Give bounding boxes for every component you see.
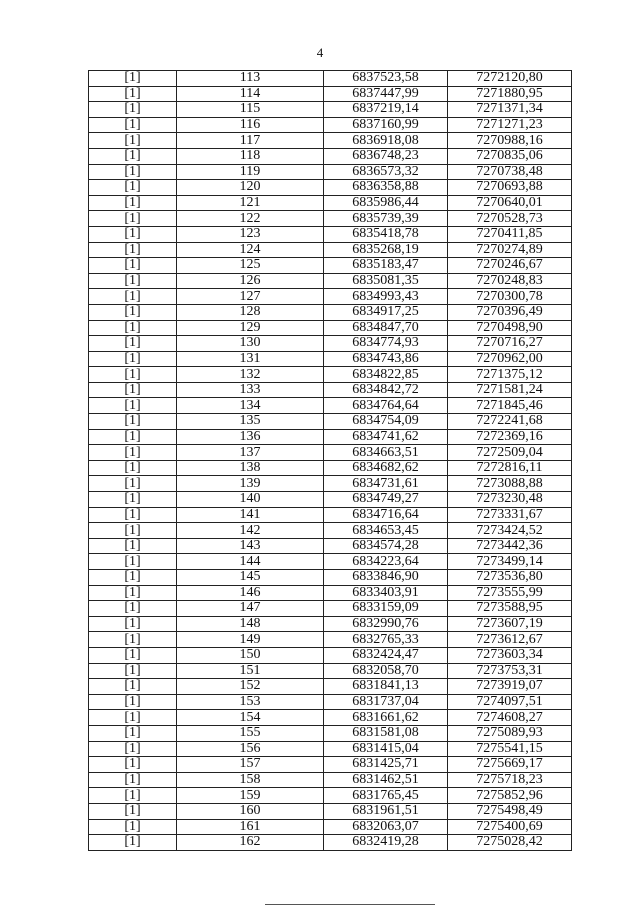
x-coordinate-cell: 6831462,51	[324, 772, 448, 788]
y-coordinate-cell: 7273331,67	[448, 507, 572, 523]
source-ref-cell: [1]	[89, 211, 177, 227]
source-ref-cell: [1]	[89, 382, 177, 398]
table-row	[89, 133, 572, 149]
y-coordinate-cell: 7270498,90	[448, 320, 572, 336]
y-coordinate-cell: 7275669,17	[448, 757, 572, 773]
point-number-cell: 136	[177, 429, 324, 445]
source-ref-cell: [1]	[89, 601, 177, 617]
x-coordinate-cell: 6834822,85	[324, 367, 448, 383]
table-row	[89, 570, 572, 586]
y-coordinate-cell: 7271880,95	[448, 86, 572, 102]
x-coordinate-cell: 6834749,27	[324, 492, 448, 508]
source-ref-cell: [1]	[89, 803, 177, 819]
point-number-cell: 145	[177, 570, 324, 586]
point-number-cell: 130	[177, 336, 324, 352]
table-row	[89, 273, 572, 289]
point-number-cell: 153	[177, 694, 324, 710]
point-number-cell: 118	[177, 148, 324, 164]
x-coordinate-cell: 6833846,90	[324, 570, 448, 586]
source-ref-cell: [1]	[89, 819, 177, 835]
table-row	[89, 616, 572, 632]
y-coordinate-cell: 7270411,85	[448, 226, 572, 242]
table-row	[89, 803, 572, 819]
point-number-cell: 147	[177, 601, 324, 617]
table-row	[89, 336, 572, 352]
point-number-cell: 115	[177, 102, 324, 118]
y-coordinate-cell: 7270528,73	[448, 211, 572, 227]
point-number-cell: 139	[177, 476, 324, 492]
x-coordinate-cell: 6831765,45	[324, 788, 448, 804]
table-row	[89, 710, 572, 726]
source-ref-cell: [1]	[89, 460, 177, 476]
point-number-cell: 124	[177, 242, 324, 258]
source-ref-cell: [1]	[89, 523, 177, 539]
source-ref-cell: [1]	[89, 835, 177, 851]
x-coordinate-cell: 6834682,62	[324, 460, 448, 476]
point-number-cell: 114	[177, 86, 324, 102]
x-coordinate-cell: 6833159,09	[324, 601, 448, 617]
y-coordinate-cell: 7275400,69	[448, 819, 572, 835]
y-coordinate-cell: 7271271,23	[448, 117, 572, 133]
y-coordinate-cell: 7275089,93	[448, 725, 572, 741]
x-coordinate-cell: 6831415,04	[324, 741, 448, 757]
point-number-cell: 151	[177, 663, 324, 679]
y-coordinate-cell: 7273424,52	[448, 523, 572, 539]
x-coordinate-cell: 6834653,45	[324, 523, 448, 539]
x-coordinate-cell: 6834754,09	[324, 414, 448, 430]
y-coordinate-cell: 7271845,46	[448, 398, 572, 414]
y-coordinate-cell: 7273588,95	[448, 601, 572, 617]
source-ref-cell: [1]	[89, 86, 177, 102]
point-number-cell: 157	[177, 757, 324, 773]
point-number-cell: 155	[177, 725, 324, 741]
source-ref-cell: [1]	[89, 148, 177, 164]
coordinates-table-body	[89, 71, 572, 851]
table-row	[89, 102, 572, 118]
y-coordinate-cell: 7270274,89	[448, 242, 572, 258]
y-coordinate-cell: 7273603,34	[448, 647, 572, 663]
table-row	[89, 492, 572, 508]
coordinates-table	[88, 70, 572, 851]
source-ref-cell: [1]	[89, 445, 177, 461]
y-coordinate-cell: 7270835,06	[448, 148, 572, 164]
y-coordinate-cell: 7273088,88	[448, 476, 572, 492]
table-row	[89, 757, 572, 773]
table-row	[89, 71, 572, 87]
point-number-cell: 159	[177, 788, 324, 804]
point-number-cell: 128	[177, 304, 324, 320]
point-number-cell: 146	[177, 585, 324, 601]
point-number-cell: 121	[177, 195, 324, 211]
source-ref-cell: [1]	[89, 273, 177, 289]
y-coordinate-cell: 7270693,88	[448, 180, 572, 196]
y-coordinate-cell: 7270716,27	[448, 336, 572, 352]
y-coordinate-cell: 7270962,00	[448, 351, 572, 367]
source-ref-cell: [1]	[89, 694, 177, 710]
point-number-cell: 140	[177, 492, 324, 508]
source-ref-cell: [1]	[89, 351, 177, 367]
y-coordinate-cell: 7273607,19	[448, 616, 572, 632]
point-number-cell: 152	[177, 679, 324, 695]
source-ref-cell: [1]	[89, 679, 177, 695]
x-coordinate-cell: 6837160,99	[324, 117, 448, 133]
y-coordinate-cell: 7270396,49	[448, 304, 572, 320]
point-number-cell: 122	[177, 211, 324, 227]
source-ref-cell: [1]	[89, 741, 177, 757]
table-row	[89, 429, 572, 445]
point-number-cell: 123	[177, 226, 324, 242]
x-coordinate-cell: 6834993,43	[324, 289, 448, 305]
y-coordinate-cell: 7275028,42	[448, 835, 572, 851]
table-row	[89, 476, 572, 492]
x-coordinate-cell: 6834663,51	[324, 445, 448, 461]
x-coordinate-cell: 6834743,86	[324, 351, 448, 367]
y-coordinate-cell: 7273442,36	[448, 538, 572, 554]
y-coordinate-cell: 7270738,48	[448, 164, 572, 180]
x-coordinate-cell: 6831961,51	[324, 803, 448, 819]
source-ref-cell: [1]	[89, 616, 177, 632]
table-row	[89, 351, 572, 367]
table-row	[89, 242, 572, 258]
point-number-cell: 154	[177, 710, 324, 726]
y-coordinate-cell: 7273230,48	[448, 492, 572, 508]
table-row	[89, 788, 572, 804]
source-ref-cell: [1]	[89, 507, 177, 523]
y-coordinate-cell: 7273555,99	[448, 585, 572, 601]
point-number-cell: 162	[177, 835, 324, 851]
x-coordinate-cell: 6832424,47	[324, 647, 448, 663]
table-row	[89, 835, 572, 851]
x-coordinate-cell: 6836748,23	[324, 148, 448, 164]
y-coordinate-cell: 7273612,67	[448, 632, 572, 648]
point-number-cell: 127	[177, 289, 324, 305]
table-row	[89, 289, 572, 305]
x-coordinate-cell: 6835268,19	[324, 242, 448, 258]
point-number-cell: 131	[177, 351, 324, 367]
point-number-cell: 129	[177, 320, 324, 336]
table-row	[89, 694, 572, 710]
table-row	[89, 211, 572, 227]
x-coordinate-cell: 6831841,13	[324, 679, 448, 695]
x-coordinate-cell: 6832990,76	[324, 616, 448, 632]
x-coordinate-cell: 6837523,58	[324, 71, 448, 87]
y-coordinate-cell: 7272816,11	[448, 460, 572, 476]
point-number-cell: 126	[177, 273, 324, 289]
source-ref-cell: [1]	[89, 414, 177, 430]
x-coordinate-cell: 6834716,64	[324, 507, 448, 523]
table-row	[89, 647, 572, 663]
source-ref-cell: [1]	[89, 226, 177, 242]
point-number-cell: 119	[177, 164, 324, 180]
x-coordinate-cell: 6831425,71	[324, 757, 448, 773]
table-row	[89, 164, 572, 180]
x-coordinate-cell: 6835739,39	[324, 211, 448, 227]
source-ref-cell: [1]	[89, 476, 177, 492]
point-number-cell: 149	[177, 632, 324, 648]
table-row	[89, 445, 572, 461]
table-row	[89, 367, 572, 383]
table-row	[89, 414, 572, 430]
y-coordinate-cell: 7272120,80	[448, 71, 572, 87]
y-coordinate-cell: 7273499,14	[448, 554, 572, 570]
y-coordinate-cell: 7273753,31	[448, 663, 572, 679]
table-row	[89, 601, 572, 617]
point-number-cell: 133	[177, 382, 324, 398]
table-row	[89, 585, 572, 601]
table-row	[89, 538, 572, 554]
x-coordinate-cell: 6834847,70	[324, 320, 448, 336]
source-ref-cell: [1]	[89, 647, 177, 663]
source-ref-cell: [1]	[89, 117, 177, 133]
source-ref-cell: [1]	[89, 195, 177, 211]
x-coordinate-cell: 6837447,99	[324, 86, 448, 102]
x-coordinate-cell: 6834574,28	[324, 538, 448, 554]
source-ref-cell: [1]	[89, 102, 177, 118]
point-number-cell: 158	[177, 772, 324, 788]
point-number-cell: 142	[177, 523, 324, 539]
source-ref-cell: [1]	[89, 772, 177, 788]
source-ref-cell: [1]	[89, 632, 177, 648]
table-row	[89, 304, 572, 320]
source-ref-cell: [1]	[89, 367, 177, 383]
x-coordinate-cell: 6832058,70	[324, 663, 448, 679]
source-ref-cell: [1]	[89, 71, 177, 87]
table-row	[89, 523, 572, 539]
point-number-cell: 135	[177, 414, 324, 430]
point-number-cell: 150	[177, 647, 324, 663]
y-coordinate-cell: 7271581,24	[448, 382, 572, 398]
table-row	[89, 725, 572, 741]
y-coordinate-cell: 7270300,78	[448, 289, 572, 305]
source-ref-cell: [1]	[89, 258, 177, 274]
source-ref-cell: [1]	[89, 133, 177, 149]
x-coordinate-cell: 6835986,44	[324, 195, 448, 211]
table-row	[89, 320, 572, 336]
x-coordinate-cell: 6834731,61	[324, 476, 448, 492]
table-row	[89, 148, 572, 164]
y-coordinate-cell: 7274608,27	[448, 710, 572, 726]
table-row	[89, 507, 572, 523]
source-ref-cell: [1]	[89, 757, 177, 773]
y-coordinate-cell: 7270248,83	[448, 273, 572, 289]
point-number-cell: 161	[177, 819, 324, 835]
source-ref-cell: [1]	[89, 429, 177, 445]
y-coordinate-cell: 7275541,15	[448, 741, 572, 757]
point-number-cell: 117	[177, 133, 324, 149]
x-coordinate-cell: 6832063,07	[324, 819, 448, 835]
source-ref-cell: [1]	[89, 570, 177, 586]
point-number-cell: 137	[177, 445, 324, 461]
source-ref-cell: [1]	[89, 585, 177, 601]
source-ref-cell: [1]	[89, 710, 177, 726]
x-coordinate-cell: 6834223,64	[324, 554, 448, 570]
point-number-cell: 120	[177, 180, 324, 196]
page-number: 4	[316, 45, 324, 60]
source-ref-cell: [1]	[89, 725, 177, 741]
point-number-cell: 132	[177, 367, 324, 383]
x-coordinate-cell: 6835418,78	[324, 226, 448, 242]
table-row	[89, 679, 572, 695]
table-row	[89, 258, 572, 274]
table-row	[89, 398, 572, 414]
table-row	[89, 117, 572, 133]
source-ref-cell: [1]	[89, 304, 177, 320]
x-coordinate-cell: 6835081,35	[324, 273, 448, 289]
table-row	[89, 226, 572, 242]
source-ref-cell: [1]	[89, 289, 177, 305]
x-coordinate-cell: 6834842,72	[324, 382, 448, 398]
source-ref-cell: [1]	[89, 492, 177, 508]
point-number-cell: 156	[177, 741, 324, 757]
x-coordinate-cell: 6836918,08	[324, 133, 448, 149]
table-row	[89, 663, 572, 679]
y-coordinate-cell: 7275852,96	[448, 788, 572, 804]
table-row	[89, 180, 572, 196]
source-ref-cell: [1]	[89, 164, 177, 180]
table-row	[89, 772, 572, 788]
point-number-cell: 141	[177, 507, 324, 523]
y-coordinate-cell: 7272369,16	[448, 429, 572, 445]
point-number-cell: 148	[177, 616, 324, 632]
table-row	[89, 195, 572, 211]
x-coordinate-cell: 6834774,93	[324, 336, 448, 352]
point-number-cell: 116	[177, 117, 324, 133]
source-ref-cell: [1]	[89, 180, 177, 196]
source-ref-cell: [1]	[89, 554, 177, 570]
x-coordinate-cell: 6834917,25	[324, 304, 448, 320]
y-coordinate-cell: 7270246,67	[448, 258, 572, 274]
x-coordinate-cell: 6831737,04	[324, 694, 448, 710]
point-number-cell: 134	[177, 398, 324, 414]
table-row	[89, 741, 572, 757]
point-number-cell: 125	[177, 258, 324, 274]
table-row	[89, 382, 572, 398]
source-ref-cell: [1]	[89, 788, 177, 804]
y-coordinate-cell: 7271375,12	[448, 367, 572, 383]
point-number-cell: 143	[177, 538, 324, 554]
y-coordinate-cell: 7273919,07	[448, 679, 572, 695]
source-ref-cell: [1]	[89, 336, 177, 352]
x-coordinate-cell: 6831661,62	[324, 710, 448, 726]
y-coordinate-cell: 7270640,01	[448, 195, 572, 211]
x-coordinate-cell: 6834764,64	[324, 398, 448, 414]
x-coordinate-cell: 6832419,28	[324, 835, 448, 851]
source-ref-cell: [1]	[89, 663, 177, 679]
point-number-cell: 113	[177, 71, 324, 87]
table-row	[89, 632, 572, 648]
x-coordinate-cell: 6833403,91	[324, 585, 448, 601]
x-coordinate-cell: 6834741,62	[324, 429, 448, 445]
y-coordinate-cell: 7272241,68	[448, 414, 572, 430]
y-coordinate-cell: 7270988,16	[448, 133, 572, 149]
x-coordinate-cell: 6836573,32	[324, 164, 448, 180]
x-coordinate-cell: 6836358,88	[324, 180, 448, 196]
point-number-cell: 138	[177, 460, 324, 476]
table-row	[89, 819, 572, 835]
x-coordinate-cell: 6835183,47	[324, 258, 448, 274]
y-coordinate-cell: 7274097,51	[448, 694, 572, 710]
table-row	[89, 86, 572, 102]
table-row	[89, 554, 572, 570]
y-coordinate-cell: 7273536,80	[448, 570, 572, 586]
x-coordinate-cell: 6832765,33	[324, 632, 448, 648]
point-number-cell: 144	[177, 554, 324, 570]
source-ref-cell: [1]	[89, 242, 177, 258]
y-coordinate-cell: 7272509,04	[448, 445, 572, 461]
source-ref-cell: [1]	[89, 398, 177, 414]
source-ref-cell: [1]	[89, 320, 177, 336]
x-coordinate-cell: 6831581,08	[324, 725, 448, 741]
point-number-cell: 160	[177, 803, 324, 819]
y-coordinate-cell: 7275498,49	[448, 803, 572, 819]
table-row	[89, 460, 572, 476]
y-coordinate-cell: 7271371,34	[448, 102, 572, 118]
x-coordinate-cell: 6837219,14	[324, 102, 448, 118]
source-ref-cell: [1]	[89, 538, 177, 554]
y-coordinate-cell: 7275718,23	[448, 772, 572, 788]
